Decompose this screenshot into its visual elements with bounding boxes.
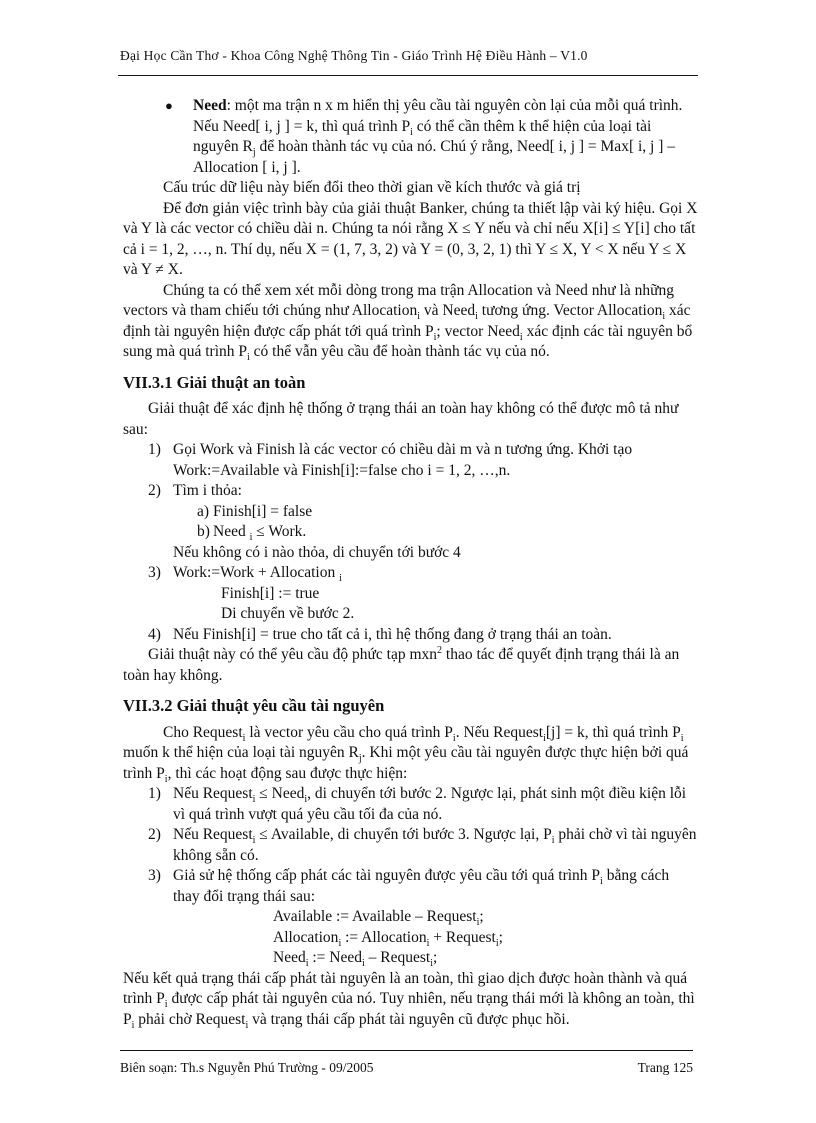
list-item: 1) Gọi Work và Finish là các vector có chiều dài m và n tương ứng. Khởi tạo Work:=Available và Finish[i]:=false cho i = 1, 2, …,n. [148, 441, 633, 479]
paragraph: Nếu kết quả trạng thái cấp phát tài nguyên là an toàn, thì giao dịch được hoàn thành và quá trình $P_i$ được cấp phát tài nguyên của nó. Tuy nhiên, nếu trạng thái mới là không an toàn, thì $P_i$ phải chờ Request$_i$ và trạng thái cấp phát tài nguyên cũ được phục hồi. [123, 969, 695, 1031]
equation-line: Allocation$_i$ := Allocation$_i$ + Request$_i$; [273, 928, 503, 949]
list-note: Nếu không có i nào thỏa, di chuyển tới bước 4 [173, 543, 461, 561]
sub-list-item: b) Need $_i$ ≤ Work. [197, 523, 307, 544]
list-note: Finish[i] := true [221, 584, 320, 602]
paragraph: Để đơn giản việc trình bày của giải thuật Banker, chúng ta thiết lập vài ký hiệu. Gọi X và Y là các vector có chiều dài n. Chúng ta nói rằng X ≤ Y nếu và chỉ nếu X[i] ≤ Y[i] cho tất cả i = 1, 2, …, n. Thí dụ, nếu X = (1, 7, 3, 2) và Y = (0, 3, 2, 1) thì Y ≤ X, Y < X nếu Y ≤ X và Y ≠ X. [123, 199, 698, 278]
page-content [123, 96, 698, 1030]
page-footer [120, 1060, 693, 1076]
need-term: Need [193, 97, 227, 114]
equation-line: Need$_i$ := Need$_i$ – Request$_i$; [273, 949, 438, 970]
footer-author: Biên soạn: Th.s Nguyễn Phú Trường - 09/2005 [120, 1060, 374, 1075]
paragraph: Giải thuật để xác định hệ thống ở trạng thái an toàn hay không có thể được mô tả như sau: [123, 400, 679, 438]
paragraph: Chúng ta có thể xem xét mỗi dòng trong ma trận Allocation và Need như là những vectors và tham chiếu tới chúng như Allocation$_i$ và Need$_i$ tương ứng. Vector Allocation$_i$ xác định tài nguyên hiện được cấp phát tới quá trình $P_i$; vector Need$_i$ xác định các tài nguyên bổ sung mà quá trình $P_i$ có thể vẫn yêu cầu để hoàn thành tác vụ của nó. [123, 281, 693, 364]
list-item: 3) Giả sử hệ thống cấp phát các tài nguyên được yêu cầu tới quá trình $P_i$ bằng cách thay đổi trạng thái sau: [148, 867, 670, 905]
section-heading: VII.3.1 Giải thuật an toàn [123, 372, 306, 392]
paragraph: Cấu trúc dữ liệu này biến đổi theo thời gian về kích thước và giá trị [163, 179, 581, 196]
sub-list-item: a) Finish[i] = false [197, 502, 313, 520]
list-item: 2) Nếu Request$_i$ ≤ Available, di chuyển tới bước 3. Ngược lại, $P_i$ phải chờ vì tài nguyên không sẵn có. [148, 826, 697, 864]
bullet-icon: ● [165, 98, 173, 113]
paragraph: Cho Request$_i$ là vector yêu cầu cho quá trình $P_i$. Nếu Request$_i$[j] = k, thì quá trình $P_i$ muốn k thể hiện của loại tài nguyên $R_j$. Khi một yêu cầu tài nguyên được thực hiện bởi quá trình $P_i$, thì các hoạt động sau được thực hiện: [123, 723, 689, 785]
list-item: 2) Tìm i thỏa: [148, 482, 242, 499]
footer-rule [120, 1050, 693, 1051]
list-item: 1) Nếu Request$_i$ ≤ Need$_i$, di chuyển tới bước 2. Ngược lại, phát sinh một điều kiện lỗi vì quá trình vượt quá yêu cầu tối đa của nó. [148, 785, 687, 823]
list-item: 4) Nếu Finish[i] = true cho tất cả i, thì hệ thống đang ở trạng thái an toàn. [148, 625, 612, 643]
page-number: Trang 125 [637, 1060, 693, 1075]
section-heading: VII.3.2 Giải thuật yêu cầu tài nguyên [123, 696, 385, 715]
list-note: Di chuyển về bước 2. [221, 605, 355, 622]
list-item: 3) Work:=Work + Allocation $_i$ [148, 564, 342, 585]
page-header: Đại Học Cần Thơ - Khoa Công Nghệ Thông Tin - Giáo Trình Hệ Điều Hành – V1.0 [120, 48, 588, 63]
header-rule [118, 75, 698, 76]
equation-line: Available := Available – Request$_i$; [273, 908, 484, 929]
need-bullet-item: ● Need: một ma trận n x m hiển thị yêu cầu tài nguyên còn lại của mỗi quá trình. Nếu Need[ i, j ] = k, thì quá trình $P_i$ có thể cần thêm k thể hiện của loại tài nguyên $R_j$ để hoàn thành tác vụ của nó. Chú ý rằng, Need[ i, j ] = Max[ i, j ] – Allocation [ i, j ]. [165, 97, 683, 176]
paragraph: Giải thuật này có thể yêu cầu độ phức tạp mxn$^2$ thao tác để quyết định trạng thái là an toàn hay không. [123, 644, 680, 684]
